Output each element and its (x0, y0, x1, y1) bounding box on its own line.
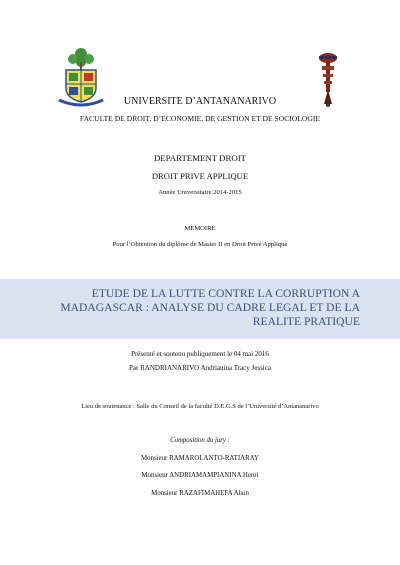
memoire-purpose: Pour l’Obtention du diplôme de Master II en Droit Privé Appliqué (112, 241, 288, 248)
jury-member: Monsieur ANDRIAMAMPIANINA Henri (141, 472, 259, 479)
university-name: UNIVERSITE D’ANTANANARIVO (123, 96, 277, 107)
department-track: DROIT PRIVE APPLIQUE (151, 171, 249, 181)
academic-year: Année Universitaire 2014-2015 (158, 189, 242, 196)
jury-member: Monsieur RAMAROLANTO-RATIARAY (140, 455, 260, 462)
thesis-title-line-1: ETUDE DE LA LUTTE CONTRE LA CORRUPTION A (91, 287, 360, 300)
defense-venue: Lieu de soutenance : Salle du Conseil de la faculté D.E.G.S de l’Université d’Antananarivo (81, 403, 319, 410)
thesis-title-line-2: MADAGASCAR : ANALYSE DU CADRE LEGAL ET DE LA (60, 301, 360, 314)
jury-heading: Composition du jury : (170, 437, 230, 444)
jury-member: Monsieur RAZAFIMAHEFA Alain (151, 490, 249, 497)
faculty-name: FACULTE DE DROIT, D’ECONOMIE, DE GESTION ET DE SOCIOLOGIE (79, 114, 321, 123)
author-line: Par RANDRIANARIVO Andrianina Tracy Jessica (129, 364, 271, 372)
presentation-date: Présenté et soutenu publiquement le 04 mai 2016 (131, 350, 269, 358)
thesis-title-line-3: REALITE PRATIQUE (252, 315, 360, 328)
department-name: DEPARTEMENT DROIT (153, 153, 247, 163)
memoire-label: MEMOIRE (184, 225, 216, 232)
thesis-title (20, 287, 360, 329)
